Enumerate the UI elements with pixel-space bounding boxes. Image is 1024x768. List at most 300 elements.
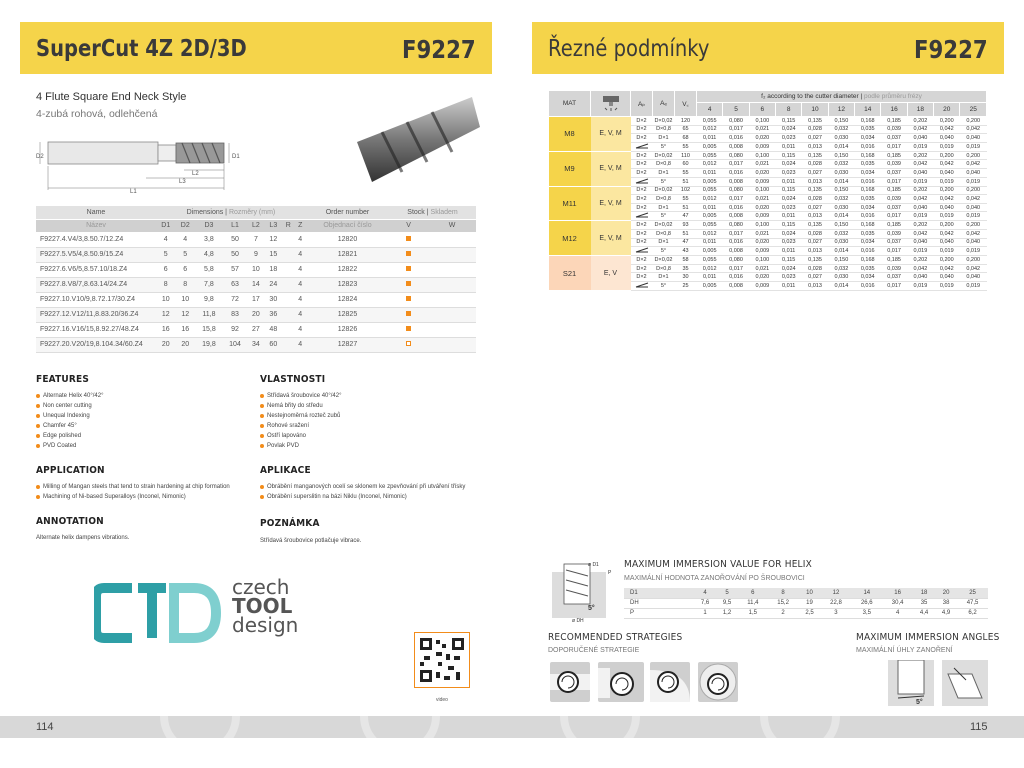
- cell-fz: 0,011: [776, 142, 802, 151]
- cell-fz: 0,100: [749, 186, 775, 195]
- cell-fz: 0,150: [828, 256, 854, 265]
- cell-fz: 0,032: [828, 160, 854, 169]
- cell-ae: 5°: [653, 142, 675, 151]
- cell-ae: D×1: [653, 203, 675, 212]
- cell-vc: 55: [675, 142, 697, 151]
- cell-fz: 0,013: [802, 177, 828, 186]
- cell-fz: 0,008: [723, 212, 749, 221]
- table-row: [36, 277, 476, 292]
- cell-fz: 0,200: [960, 256, 987, 265]
- cell-ae: D×0,02: [653, 186, 675, 195]
- cell-stock-w: [428, 277, 476, 292]
- cell-fz: 0,042: [934, 125, 960, 134]
- cell-label: DH: [624, 598, 694, 608]
- list-item: Ostří lapováno: [260, 431, 342, 441]
- cell-vc: 43: [675, 247, 697, 256]
- cell-fz: 0,150: [828, 117, 854, 126]
- cell-value: 18: [913, 588, 935, 598]
- label-d1: D1: [232, 154, 240, 160]
- cell-fz: 0,009: [749, 142, 775, 151]
- cell-fz: 0,017: [881, 281, 907, 290]
- cell-fz: 0,168: [855, 256, 881, 265]
- cell-value: 25: [957, 588, 988, 598]
- cell-fz: 0,011: [776, 212, 802, 221]
- list-item: Machining of Ni-based Superalloys (Inconel, Nimonic): [36, 492, 230, 502]
- cell-fz: 0,028: [802, 125, 828, 134]
- cell-fz: 0,019: [907, 281, 933, 290]
- cell-l1: 50: [223, 247, 247, 262]
- cell-coolant: E, V, M: [591, 221, 631, 256]
- cell-fz: 0,037: [881, 203, 907, 212]
- th-diameter: 5: [723, 103, 749, 117]
- cell-ap: D×2: [631, 117, 653, 126]
- cell-vc: 47: [675, 212, 697, 221]
- cell-fz: 0,030: [828, 238, 854, 247]
- th-fz: f₂ according to the cutter diameter | podle průměru frézy: [697, 91, 987, 103]
- cell-value: 38: [935, 598, 957, 608]
- strategy-pocket-icon: [698, 662, 738, 702]
- cell-fz: 0,009: [749, 212, 775, 221]
- cell-d2: 8: [176, 277, 196, 292]
- th-dims: Dimensions | Rozměry (mm): [156, 206, 306, 219]
- cell-ap: D×2: [631, 195, 653, 204]
- cell-l3: 36: [265, 307, 282, 322]
- cell-fz: 0,011: [697, 273, 723, 282]
- cell-fz: 0,028: [802, 195, 828, 204]
- cell-fz: 0,008: [723, 247, 749, 256]
- subtitle-cz: 4-zubá rohová, odlehčená: [36, 108, 158, 120]
- strategy-side-icon: [598, 662, 644, 702]
- cell-ae: 5°: [653, 247, 675, 256]
- cell-d2: 10: [176, 292, 196, 307]
- cell-order: 12821: [306, 247, 389, 262]
- cell-d3: 4,8: [195, 247, 223, 262]
- in-stock-icon: [406, 251, 411, 256]
- th-stock: Stock | Skladem: [389, 206, 476, 219]
- cell-fz: 0,040: [907, 134, 933, 143]
- cell-fz: 0,011: [776, 247, 802, 256]
- cell-fz: 0,012: [697, 229, 723, 238]
- cell-value: 5: [716, 588, 738, 598]
- cell-name: F9227.10.V10/9,8.72.17/30.Z4: [36, 292, 156, 307]
- vlastnosti-list: [260, 391, 342, 451]
- cell-fz: 0,017: [881, 177, 907, 186]
- cell-fz: 0,019: [960, 212, 987, 221]
- cell-coolant: E, V, M: [591, 117, 631, 152]
- aplikace-heading: APLIKACE: [260, 465, 311, 476]
- cell-stock-v: [389, 337, 428, 352]
- cell-coolant: E, V, M: [591, 151, 631, 186]
- cell-stock-w: [428, 292, 476, 307]
- table-row: [624, 598, 988, 608]
- cell-fz: 0,013: [802, 142, 828, 151]
- list-item: Chamfer 45°: [36, 421, 104, 431]
- cell-fz: 0,039: [881, 195, 907, 204]
- list-item: Střídavá šroubovice 40°/42°: [260, 391, 342, 401]
- cell-fz: 0,016: [855, 281, 881, 290]
- cell-fz: 0,019: [907, 247, 933, 256]
- cell-stock-v: [389, 262, 428, 277]
- cell-fz: 0,042: [960, 264, 987, 273]
- cell-material: S21: [549, 256, 591, 291]
- table-row: [36, 337, 476, 352]
- helix-immersion-diagram: [548, 558, 618, 623]
- cell-fz: 0,135: [802, 186, 828, 195]
- cell-d1: 10: [156, 292, 176, 307]
- cell-fz: 0,080: [723, 151, 749, 160]
- cell-fz: 0,024: [776, 125, 802, 134]
- cell-fz: 0,011: [697, 168, 723, 177]
- cell-vc: 51: [675, 177, 697, 186]
- cell-fz: 0,023: [776, 273, 802, 282]
- product-code: F9227: [402, 35, 476, 64]
- cell-vc: 110: [675, 151, 697, 160]
- cell-l2: 27: [247, 322, 264, 337]
- subtitle-en: 4 Flute Square End Neck Style: [36, 91, 187, 103]
- cell-fz: 0,034: [855, 168, 881, 177]
- cell-vc: 120: [675, 117, 697, 126]
- cell-fz: 0,013: [802, 281, 828, 290]
- cell-fz: 0,200: [934, 117, 960, 126]
- cell-fz: 0,080: [723, 186, 749, 195]
- tool-dimension-drawing: [34, 130, 244, 194]
- cell-ae: D×1: [653, 273, 675, 282]
- cell-fz: 0,202: [907, 221, 933, 230]
- cell-l1: 104: [223, 337, 247, 352]
- cell-vc: 35: [675, 264, 697, 273]
- cell-fz: 0,115: [776, 117, 802, 126]
- cell-d3: 5,8: [195, 262, 223, 277]
- right-header: [532, 22, 1004, 74]
- table-row: [549, 256, 987, 265]
- cell-d1: 6: [156, 262, 176, 277]
- cell-fz: 0,019: [960, 247, 987, 256]
- poznamka-heading: POZNÁMKA: [260, 518, 320, 529]
- cell-ap: [631, 281, 653, 290]
- cell-fz: 0,019: [960, 177, 987, 186]
- cell-value: 11,4: [738, 598, 768, 608]
- application-list: [36, 482, 230, 502]
- cell-fz: 0,014: [828, 142, 854, 151]
- cell-ap: [631, 177, 653, 186]
- cell-fz: 0,168: [855, 151, 881, 160]
- cell-fz: 0,200: [934, 256, 960, 265]
- cell-fz: 0,135: [802, 256, 828, 265]
- cell-ap: D×2: [631, 273, 653, 282]
- cell-ae: 5°: [653, 212, 675, 221]
- cell-fz: 0,040: [934, 203, 960, 212]
- th-ap: Aₚ: [631, 91, 653, 117]
- immersion-heading: MAXIMUM IMMERSION VALUE FOR HELIX: [624, 559, 812, 570]
- cell-value: 9,5: [716, 598, 738, 608]
- cell-fz: 0,028: [802, 229, 828, 238]
- on-order-icon: [406, 341, 411, 346]
- th-col: W: [428, 219, 476, 232]
- cell-fz: 0,034: [855, 273, 881, 282]
- order-table: [36, 206, 476, 353]
- cell-fz: 0,016: [855, 177, 881, 186]
- cell-ap: D×2: [631, 151, 653, 160]
- cell-order: 12820: [306, 232, 389, 247]
- cell-fz: 0,115: [776, 151, 802, 160]
- qr-code[interactable]: [414, 632, 470, 688]
- page-number-right: 115: [970, 721, 988, 733]
- cell-fz: 0,035: [855, 195, 881, 204]
- cell-fz: 0,019: [907, 142, 933, 151]
- th-col: V: [389, 219, 428, 232]
- cell-fz: 0,020: [749, 238, 775, 247]
- table-row: [624, 588, 988, 598]
- cell-stock-v: [389, 292, 428, 307]
- cell-fz: 0,040: [907, 238, 933, 247]
- cell-label: P: [624, 608, 694, 618]
- list-item: Unequal Indexing: [36, 411, 104, 421]
- cell-name: F9227.12.V12/11,8.83.20/36.Z4: [36, 307, 156, 322]
- cell-ap: [631, 212, 653, 221]
- immersion-angles-diagram: [888, 660, 992, 708]
- cell-name: F9227.5.V5/4,8.50.9/15.Z4: [36, 247, 156, 262]
- cell-z: 4: [295, 277, 306, 292]
- list-item: PVD Coated: [36, 441, 104, 451]
- in-stock-icon: [406, 296, 411, 301]
- cell-value: 1,2: [716, 608, 738, 618]
- cell-fz: 0,040: [934, 238, 960, 247]
- cell-fz: 0,202: [907, 186, 933, 195]
- cell-r: [282, 337, 295, 352]
- cell-d3: 7,8: [195, 277, 223, 292]
- cell-fz: 0,005: [697, 247, 723, 256]
- cell-l2: 7: [247, 232, 264, 247]
- cell-fz: 0,027: [802, 238, 828, 247]
- cell-z: 4: [295, 232, 306, 247]
- cell-ap: D×2: [631, 221, 653, 230]
- cell-value: 4,9: [935, 608, 957, 618]
- cell-fz: 0,019: [907, 177, 933, 186]
- cell-z: 4: [295, 307, 306, 322]
- cell-value: 4,4: [913, 608, 935, 618]
- cell-fz: 0,020: [749, 273, 775, 282]
- cell-value: 26,6: [851, 598, 882, 608]
- cell-fz: 0,115: [776, 186, 802, 195]
- cell-fz: 0,042: [907, 125, 933, 134]
- diag-p: P: [608, 570, 612, 576]
- cell-fz: 0,013: [802, 247, 828, 256]
- th-diameter: 8: [776, 103, 802, 117]
- ramp-icon: [635, 143, 649, 149]
- qr-label: video: [436, 697, 448, 703]
- cell-fz: 0,039: [881, 160, 907, 169]
- cell-value: 3: [821, 608, 852, 618]
- logo-text: [232, 575, 299, 637]
- cell-fz: 0,185: [881, 221, 907, 230]
- cell-fz: 0,014: [828, 177, 854, 186]
- cell-l1: 50: [223, 232, 247, 247]
- cell-fz: 0,042: [960, 125, 987, 134]
- diag-dh: ø DH: [572, 618, 584, 623]
- cell-fz: 0,185: [881, 256, 907, 265]
- cell-d3: 3,8: [195, 232, 223, 247]
- footer-bar: [0, 716, 1024, 738]
- cell-value: 6,2: [957, 608, 988, 618]
- cell-fz: 0,021: [749, 125, 775, 134]
- cell-d2: 4: [176, 232, 196, 247]
- list-item: Nemá břity do středu: [260, 401, 342, 411]
- in-stock-icon: [406, 311, 411, 316]
- cell-fz: 0,200: [934, 151, 960, 160]
- cell-r: [282, 247, 295, 262]
- cell-vc: 25: [675, 281, 697, 290]
- table-row: [549, 151, 987, 160]
- cell-ae: D×0,02: [653, 117, 675, 126]
- cell-ap: D×2: [631, 229, 653, 238]
- cell-ae: 5°: [653, 177, 675, 186]
- cell-fz: 0,200: [960, 221, 987, 230]
- cell-d2: 6: [176, 262, 196, 277]
- cell-fz: 0,017: [723, 160, 749, 169]
- cell-fz: 0,028: [802, 264, 828, 273]
- cell-l3: 12: [265, 232, 282, 247]
- cell-value: 4: [694, 588, 716, 598]
- table-row: [549, 221, 987, 230]
- cell-stock-v: [389, 232, 428, 247]
- cell-stock-v: [389, 277, 428, 292]
- cell-fz: 0,024: [776, 160, 802, 169]
- cell-value: 47,5: [957, 598, 988, 608]
- cell-fz: 0,202: [907, 117, 933, 126]
- cell-fz: 0,080: [723, 221, 749, 230]
- th-mat: MAT: [549, 91, 591, 117]
- ctd-logo: [94, 582, 224, 644]
- table-row: [36, 307, 476, 322]
- cell-fz: 0,135: [802, 221, 828, 230]
- cell-l3: 60: [265, 337, 282, 352]
- cell-material: M11: [549, 186, 591, 221]
- cell-fz: 0,019: [934, 247, 960, 256]
- label-l3: L3: [179, 179, 186, 185]
- cell-fz: 0,008: [723, 142, 749, 151]
- cell-d2: 20: [176, 337, 196, 352]
- logo-tool: TOOL: [232, 594, 293, 618]
- cell-fz: 0,185: [881, 151, 907, 160]
- cell-fz: 0,008: [723, 281, 749, 290]
- cell-d3: 15,8: [195, 322, 223, 337]
- cell-l1: 83: [223, 307, 247, 322]
- cell-fz: 0,011: [776, 281, 802, 290]
- cell-d2: 5: [176, 247, 196, 262]
- cutting-conditions-title: Řezné podmínky: [548, 36, 710, 62]
- cell-ae: D×0,8: [653, 125, 675, 134]
- th-col: Z: [295, 219, 306, 232]
- cell-ae: D×0,8: [653, 160, 675, 169]
- cell-vc: 102: [675, 186, 697, 195]
- th-col: D3: [195, 219, 223, 232]
- cell-ap: D×2: [631, 186, 653, 195]
- cell-l1: 92: [223, 322, 247, 337]
- cell-d2: 16: [176, 322, 196, 337]
- cell-stock-w: [428, 322, 476, 337]
- cell-fz: 0,039: [881, 125, 907, 134]
- cell-value: 30,4: [882, 598, 913, 608]
- cell-fz: 0,023: [776, 203, 802, 212]
- cell-label: D1: [624, 588, 694, 598]
- cell-fz: 0,023: [776, 134, 802, 143]
- list-item: Alternate Helix 40°/42°: [36, 391, 104, 401]
- cell-fz: 0,017: [881, 247, 907, 256]
- cell-vc: 93: [675, 221, 697, 230]
- cell-z: 4: [295, 247, 306, 262]
- cell-order: 12822: [306, 262, 389, 277]
- annotation-text: Alternate helix dampens vibrations.: [36, 535, 130, 541]
- application-heading: APPLICATION: [36, 465, 105, 476]
- label-d2: D2: [36, 154, 44, 160]
- cell-fz: 0,100: [749, 151, 775, 160]
- cell-d1: 12: [156, 307, 176, 322]
- cell-fz: 0,200: [960, 186, 987, 195]
- th-col: D2: [176, 219, 196, 232]
- cell-fz: 0,019: [934, 281, 960, 290]
- list-item: Nestejnoměrná rozteč zubů: [260, 411, 342, 421]
- features-list: [36, 391, 104, 451]
- cell-fz: 0,135: [802, 117, 828, 126]
- cell-ap: D×2: [631, 264, 653, 273]
- cell-fz: 0,032: [828, 264, 854, 273]
- poznamka-text: Střídavá šroubovice potlačuje vibrace.: [260, 538, 362, 544]
- cell-fz: 0,080: [723, 256, 749, 265]
- in-stock-icon: [406, 266, 411, 271]
- cell-fz: 0,200: [960, 151, 987, 160]
- cell-value: 3,5: [851, 608, 882, 618]
- cell-fz: 0,021: [749, 195, 775, 204]
- cell-fz: 0,012: [697, 160, 723, 169]
- cell-fz: 0,017: [881, 142, 907, 151]
- table-row: [36, 232, 476, 247]
- cell-fz: 0,016: [855, 247, 881, 256]
- cell-ap: [631, 142, 653, 151]
- product-code-right: F9227: [914, 35, 988, 64]
- cell-ae: D×1: [653, 168, 675, 177]
- strategies-heading: RECOMMENDED STRATEGIES: [548, 632, 683, 643]
- cell-fz: 0,042: [934, 229, 960, 238]
- cell-value: 20: [935, 588, 957, 598]
- cell-fz: 0,040: [960, 134, 987, 143]
- cell-vc: 51: [675, 229, 697, 238]
- th-diameter: 18: [907, 103, 933, 117]
- strategy-slot-icon: [550, 662, 590, 702]
- th-col: D1: [156, 219, 176, 232]
- cell-fz: 0,115: [776, 256, 802, 265]
- cell-name: F9227.8.V8/7,8.63.14/24.Z4: [36, 277, 156, 292]
- cell-l2: 17: [247, 292, 264, 307]
- cell-fz: 0,009: [749, 281, 775, 290]
- in-stock-icon: [406, 281, 411, 286]
- cell-d1: 5: [156, 247, 176, 262]
- cell-vc: 55: [675, 168, 697, 177]
- ramp-icon: [635, 282, 649, 288]
- cell-fz: 0,035: [855, 229, 881, 238]
- cell-value: 14: [851, 588, 882, 598]
- th-order: Order number: [306, 206, 389, 219]
- cell-fz: 0,042: [907, 160, 933, 169]
- cell-ae: D×0,02: [653, 151, 675, 160]
- cell-fz: 0,012: [697, 195, 723, 204]
- cell-vc: 47: [675, 238, 697, 247]
- cell-d1: 4: [156, 232, 176, 247]
- cell-vc: 60: [675, 160, 697, 169]
- strategies-subheading: DOPORUČENÉ STRATEGIE: [548, 647, 640, 654]
- cell-r: [282, 292, 295, 307]
- cell-fz: 0,042: [907, 229, 933, 238]
- cell-fz: 0,040: [960, 168, 987, 177]
